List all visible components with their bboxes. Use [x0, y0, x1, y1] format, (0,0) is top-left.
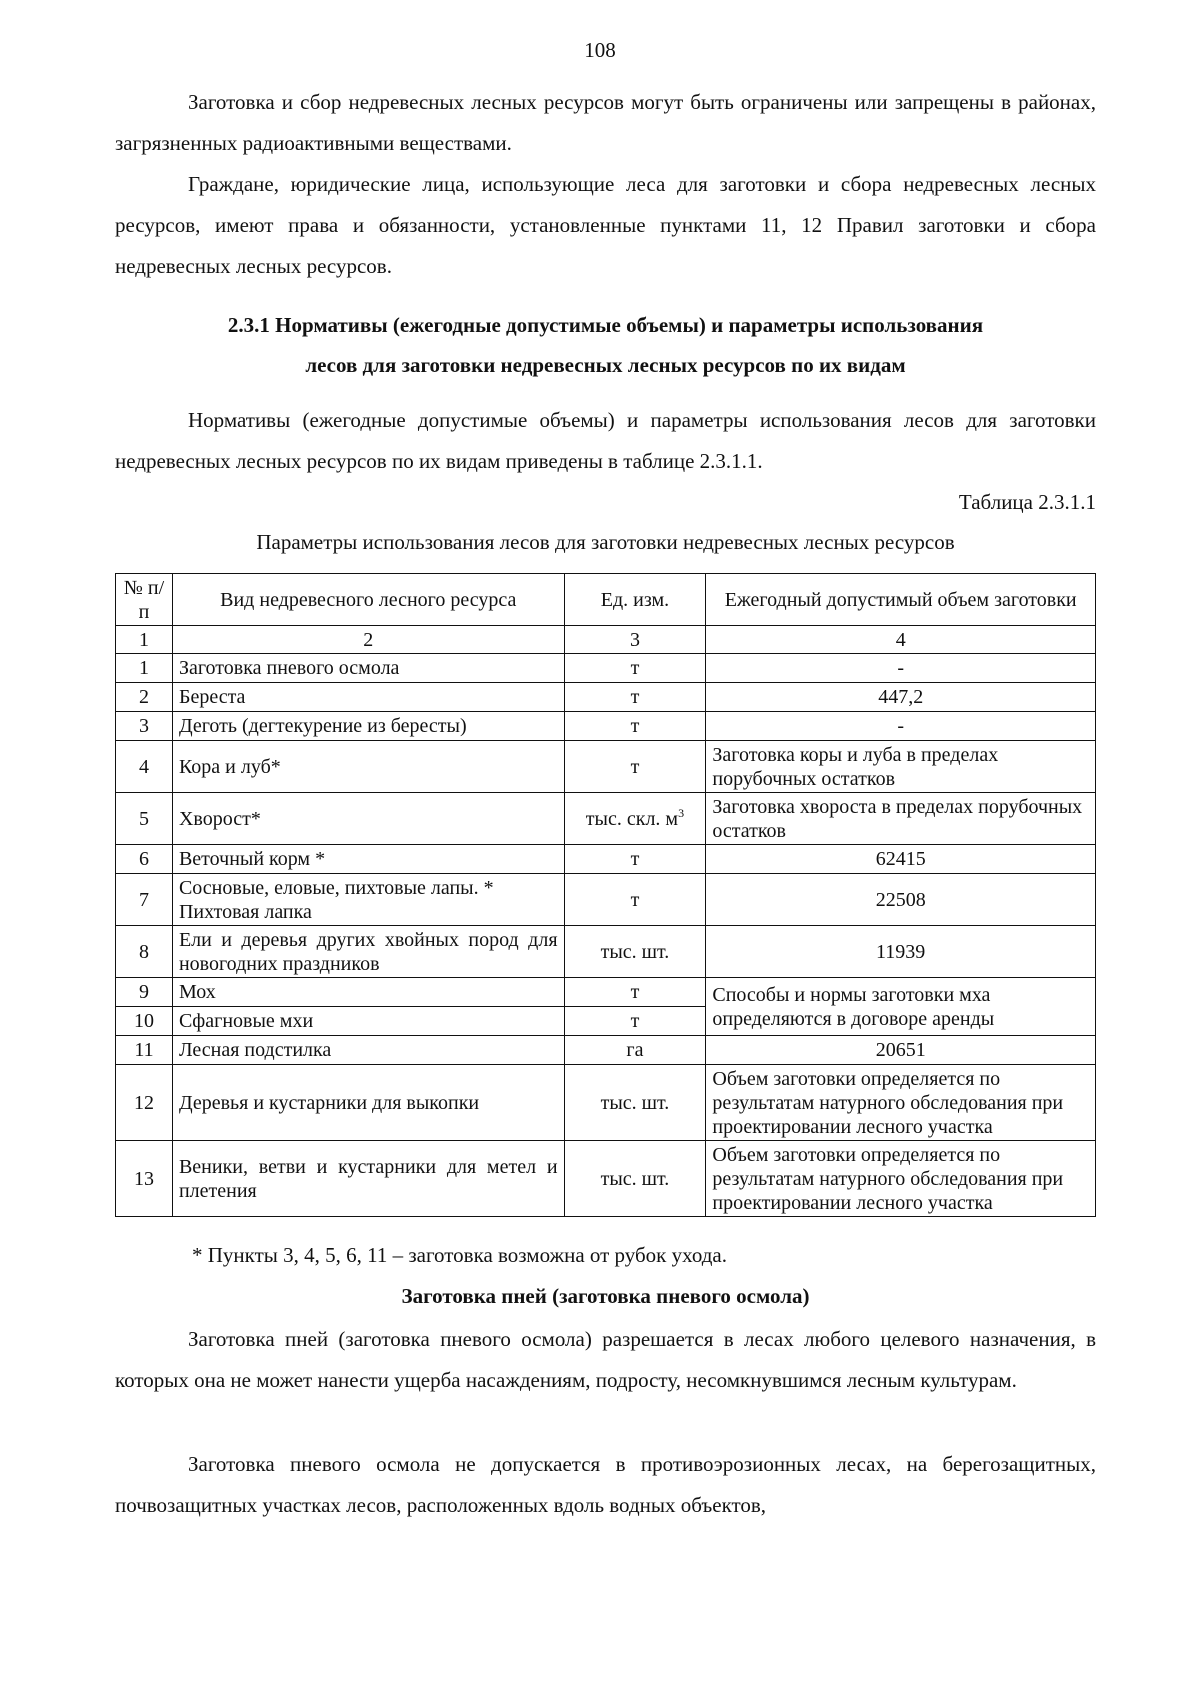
- row-unit-text: тыс. скл. м: [585, 807, 679, 830]
- row-volume: Заготовка хвороста в пределах порубочных остатков: [706, 793, 1096, 845]
- table-row: [116, 741, 1096, 793]
- row-unit: т: [564, 845, 706, 874]
- row-type: Сфагновые мхи: [172, 1007, 564, 1036]
- header-unit: Ед. изм.: [564, 574, 706, 626]
- row-volume: 20651: [706, 1036, 1096, 1065]
- column-number: 4: [706, 626, 1096, 654]
- row-volume: 11939: [706, 926, 1096, 978]
- section-heading-line-1: 2.3.1 Нормативы (ежегодные допустимые объемы) и параметры использования: [227, 313, 984, 337]
- row-num: 1: [116, 654, 173, 683]
- row-type: Лесная подстилка: [172, 1036, 564, 1065]
- row-num: 8: [116, 926, 173, 978]
- row-unit: т: [564, 712, 706, 741]
- row-num: 10: [116, 1007, 173, 1036]
- paragraph-restrictions: Заготовка и сбор недревесных лесных ресурсов могут быть ограничены или запрещены в районах, загрязненных радиоактивными веществами.: [115, 90, 1096, 155]
- row-num: 7: [116, 874, 173, 926]
- paragraph-stumps-allowed: Заготовка пней (заготовка пневого осмола) разрешается в лесах любого целевого назначения, в которых она не может нанести ущерба насаждениям, подросту, несомкнувшимся лесным культурам.: [115, 1327, 1096, 1392]
- table-row: [116, 1036, 1096, 1065]
- table-row: [116, 874, 1096, 926]
- row-volume-merged: Способы и нормы заготовки мха определяются в договоре аренды: [706, 978, 1096, 1036]
- row-type: Береста: [172, 683, 564, 712]
- row-type: Деготь (дегтекурение из бересты): [172, 712, 564, 741]
- header-num: № п/п: [116, 574, 173, 626]
- table-title: Параметры использования лесов для заготовки недревесных лесных ресурсов: [256, 530, 955, 554]
- row-type: Веники, ветви и кустарники для метел и плетения: [172, 1141, 564, 1217]
- row-num: 11: [116, 1036, 173, 1065]
- table-row: [116, 1065, 1096, 1141]
- row-volume: -: [706, 654, 1096, 683]
- table-row: [116, 845, 1096, 874]
- table-header-row: [116, 574, 1096, 626]
- row-type: Деревья и кустарники для выкопки: [172, 1065, 564, 1141]
- page-number: 108: [584, 38, 616, 62]
- row-num: 4: [116, 741, 173, 793]
- table-row: [116, 654, 1096, 683]
- row-unit: т: [564, 654, 706, 683]
- row-unit: т: [564, 978, 706, 1007]
- row-unit: тыс. шт.: [564, 1141, 706, 1217]
- table-label: Таблица 2.3.1.1: [958, 490, 1096, 514]
- row-type: Хворост*: [172, 793, 564, 845]
- row-unit: тыс. шт.: [564, 926, 706, 978]
- row-type: Сосновые, еловые, пихтовые лапы. * Пихтовая лапка: [172, 874, 564, 926]
- column-number: 1: [116, 626, 173, 654]
- row-type: Мох: [172, 978, 564, 1007]
- table-footnote: * Пункты 3, 4, 5, 6, 11 – заготовка возможна от рубок ухода.: [192, 1243, 727, 1267]
- unit-superscript: 3: [678, 805, 685, 820]
- paragraph-rights: Граждане, юридические лица, использующие леса для заготовки и сбора недревесных лесных ресурсов, имеют права и обязанности, установленные пунктами 11, 12 Правил заготовки и сбора недревесных лесных ресурсов.: [115, 172, 1096, 278]
- row-volume: Объем заготовки определяется по результатам натурного обследования при проектировании лесного участка: [706, 1065, 1096, 1141]
- row-type: Заготовка пневого осмола: [172, 654, 564, 683]
- row-num: 9: [116, 978, 173, 1007]
- row-unit: [564, 793, 706, 845]
- resources-table: [115, 573, 1096, 1217]
- paragraph-intro: Нормативы (ежегодные допустимые объемы) и параметры использования лесов для заготовки недревесных лесных ресурсов по их видам приведены в таблице 2.3.1.1.: [115, 408, 1096, 473]
- row-unit: т: [564, 874, 706, 926]
- table-column-numbers-row: [116, 626, 1096, 654]
- section-heading-line-2: лесов для заготовки недревесных лесных ресурсов по их видам: [305, 353, 906, 377]
- table-row: [116, 683, 1096, 712]
- column-number: 2: [172, 626, 564, 654]
- row-volume: -: [706, 712, 1096, 741]
- table-row: [116, 978, 1096, 1007]
- row-num: 5: [116, 793, 173, 845]
- row-volume: 447,2: [706, 683, 1096, 712]
- row-num: 3: [116, 712, 173, 741]
- table-row: [116, 1141, 1096, 1217]
- row-type: Кора и луб*: [172, 741, 564, 793]
- paragraph-stumps-prohibited: Заготовка пневого осмола не допускается в противоэрозионных лесах, на берегозащитных, почвозащитных участках лесов, расположенных вдоль водных объектов,: [115, 1452, 1096, 1517]
- row-num: 12: [116, 1065, 173, 1141]
- column-number: 3: [564, 626, 706, 654]
- row-volume: Заготовка коры и луба в пределах порубочных остатков: [706, 741, 1096, 793]
- row-unit: тыс. шт.: [564, 1065, 706, 1141]
- row-num: 2: [116, 683, 173, 712]
- row-unit: т: [564, 1007, 706, 1036]
- row-unit: га: [564, 1036, 706, 1065]
- row-type: Веточный корм *: [172, 845, 564, 874]
- row-volume: Объем заготовки определяется по результатам натурного обследования при проектировании лесного участка: [706, 1141, 1096, 1217]
- row-unit: т: [564, 741, 706, 793]
- table-row: [116, 793, 1096, 845]
- section-heading: [115, 305, 1096, 385]
- header-type: Вид недревесного лесного ресурса: [172, 574, 564, 626]
- row-volume: 22508: [706, 874, 1096, 926]
- subsection-heading: Заготовка пней (заготовка пневого осмола): [401, 1284, 810, 1308]
- header-volume: Ежегодный допустимый объем заготовки: [706, 574, 1096, 626]
- row-num: 6: [116, 845, 173, 874]
- row-type: Ели и деревья других хвойных пород для новогодних праздников: [172, 926, 564, 978]
- row-volume: 62415: [706, 845, 1096, 874]
- row-num: 13: [116, 1141, 173, 1217]
- table-row: [116, 926, 1096, 978]
- table-row: [116, 712, 1096, 741]
- row-unit: т: [564, 683, 706, 712]
